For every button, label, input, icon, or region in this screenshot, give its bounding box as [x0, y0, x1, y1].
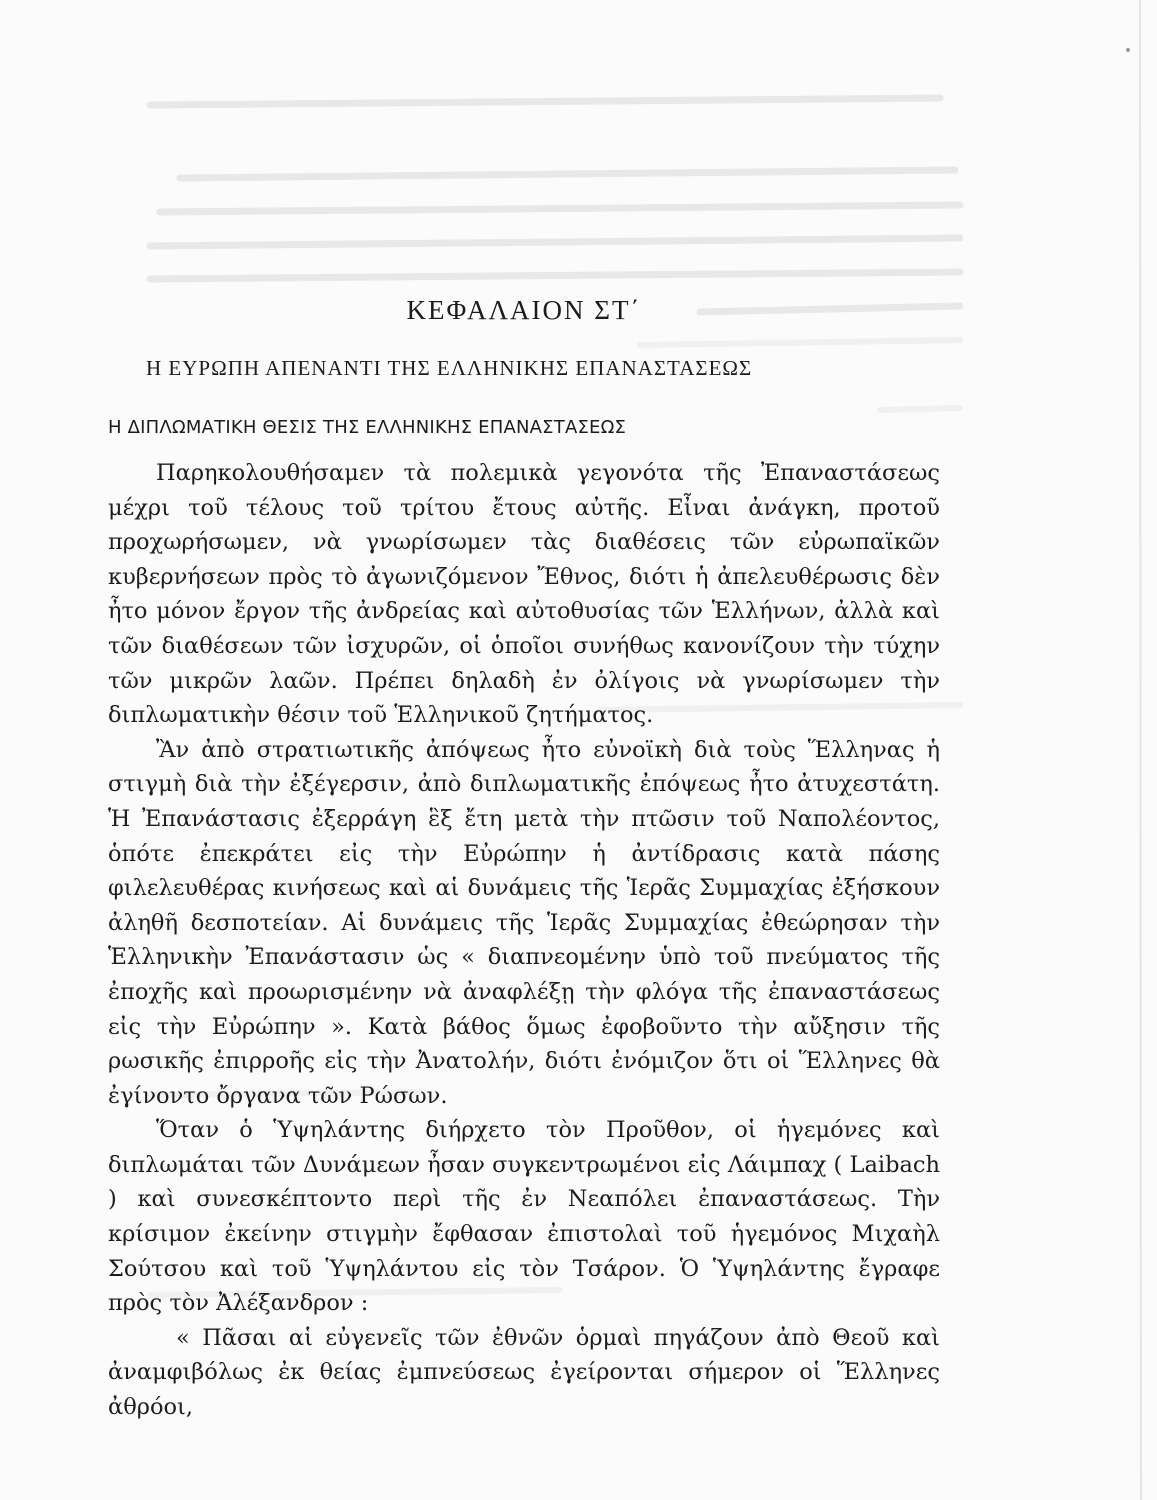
book-page [108, 295, 940, 1425]
paragraph-3: Ὅταν ὁ Ὑψηλάντης διήρχετο τὸν Προῦθον, οἱ ἡγεμόνες καὶ διπλωμάται τῶν Δυνάμεων ἦσαν συγκεντρωμένοι εἰς Λάιμπαχ ( Laibach ) καὶ συνεσκέπτοντο περὶ τῆς ἐν Νεαπόλει ἐπαναστάσεως. Τὴν κρίσιμον ἐκείνην στιγμὴν ἔφθασαν ἐπιστολαὶ τοῦ ἡγεμόνος Μιχαὴλ Σούτσου καὶ τοῦ Ὑψηλάντου εἰς τὸν Τσάρον. Ὁ Ὑψηλάντης ἔγραφε πρὸς τὸν Ἀλέξανδρον : [108, 1117, 940, 1317]
paragraph-2: Ἂν ἀπὸ στρατιωτικῆς ἀπόψεως ἦτο εὐνοϊκὴ διὰ τοὺς Ἕλληνας ἡ στιγμὴ διὰ τὴν ἐξέγερσιν, ἀπὸ διπλωματικῆς ἐπόψεως ἦτο ἀτυχεστάτη. Ἡ Ἐπανάστασις ἐξερράγη ἓξ ἔτη μετὰ τὴν πτῶσιν τοῦ Ναπολέοντος, ὁπότε ἐπεκράτει εἰς τὴν Εὐρώπην ἡ ἀντίδρασις κατὰ πάσης φιλελευθέρας κινήσεως καὶ αἱ δυνάμεις τῆς Ἱερᾶς Συμμαχίας ἐξήσκουν ἀληθῆ δεσποτείαν. Αἱ δυνάμεις τῆς Ἱερᾶς Συμμαχίας ἐθεώρησαν τὴν Ἑλληνικὴν Ἐπανάστασιν ὡς « διαπνεομένην ὑπὸ τοῦ πνεύματος τῆς ἐποχῆς καὶ προωρισμένην νὰ ἀναφλέξῃ τὴν φλόγα τῆς ἐπαναστάσεως εἰς τὴν Εὐρώπην ». Κατὰ βάθος ὅμως ἐφοβοῦντο τὴν αὔξησιν τῆς ρωσικῆς ἐπιρροῆς εἰς τὴν Ἀνατολήν, διότι ἐνόμιζον ὅτι οἱ Ἕλληνες θὰ ἐγίνοντο ὄργανα τῶν Ρώσων. [108, 736, 940, 1109]
section-title: Η ΕΥΡΩΠΗ ΑΠΕΝΑΝΤΙ ΤΗΣ ΕΛΛΗΝΙΚΗΣ ΕΠΑΝΑΣΤΑΣΕΩΣ [146, 356, 753, 380]
margin-speck [1126, 48, 1130, 52]
paragraph-1: Παρηκολουθήσαμεν τὰ πολεμικὰ γεγονότα τῆς Ἐπαναστάσεως μέχρι τοῦ τέλους τοῦ τρίτου ἔτους αὐτῆς. Εἶναι ἀνάγκη, προτοῦ προχωρήσωμεν, νὰ γνωρίσωμεν τὰς διαθέσεις τῶν εὐρωπαϊκῶν κυβερνήσεων πρὸς τὸ ἀγωνιζόμενον Ἔθνος, διότι ἡ ἀπελευθέρωσις δὲν ἦτο μόνον ἔργον τῆς ἀνδρείας καὶ αὐτοθυσίας τῶν Ἑλλήνων, ἀλλὰ καὶ τῶν διαθέσεων τῶν ἰσχυρῶν, οἱ ὁποῖοι συνήθως κανονίζουν τὴν τύχην τῶν μικρῶν λαῶν. Πρέπει δηλαδὴ ἐν ὀλίγοις νὰ γνωρίσωμεν τὴν διπλωματικὴν θέσιν τοῦ Ἑλληνικοῦ ζητήματος. [108, 460, 940, 729]
quote-paragraph: « Πᾶσαι αἱ εὐγενεῖς τῶν ἐθνῶν ὁρμαὶ πηγάζουν ἀπὸ Θεοῦ καὶ ἀναμφιβόλως ἐκ θείας ἐμπνεύσεως ἐγείρονται σήμερον οἱ Ἕλληνες ἀθρόοι, [108, 1324, 940, 1421]
subsection-title: Η ΔΙΠΛΩΜΑΤΙΚΗ ΘΕΣΙΣ ΤΗΣ ΕΛΛΗΝΙΚΗΣ ΕΠΑΝΑΣΤΑΣΕΩΣ [108, 417, 627, 438]
chapter-title: ΚΕΦΑΛΑΙΟΝ ΣΤ΄ [406, 295, 642, 325]
